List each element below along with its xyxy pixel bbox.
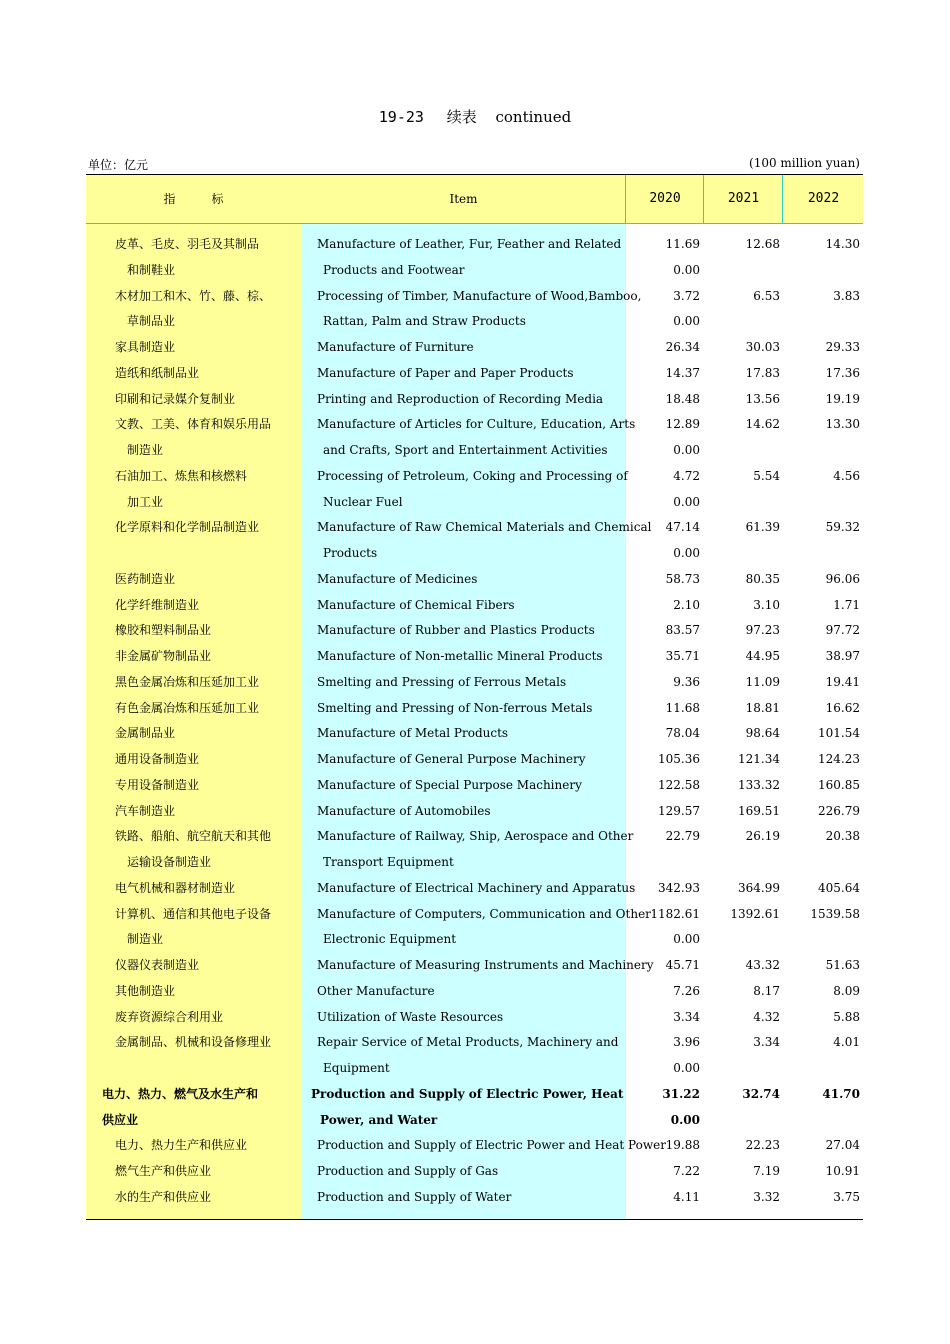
cell-value-2021 (704, 541, 780, 567)
cell-item-en: Smelting and Pressing of Ferrous Metals (317, 674, 567, 689)
table-row (86, 464, 863, 490)
table-row (86, 515, 863, 541)
cell-item-en: Utilization of Waste Resources (317, 1009, 504, 1024)
cell-value-2021 (704, 1056, 780, 1082)
table-row (86, 618, 863, 644)
cell-value-2021 (704, 258, 780, 284)
cell-value-2021: 30.03 (745, 340, 780, 354)
cell-item-en: Manufacture of Rubber and Plastics Products (317, 623, 595, 638)
cell-value-2021 (704, 490, 780, 516)
cell-value-2020: 45.71 (665, 958, 700, 972)
cell-item-en: Rattan, Palm and Straw Products (323, 314, 526, 329)
cell-value-2022: 405.64 (818, 880, 860, 895)
cell-item-en: Production and Supply of Water (317, 1189, 512, 1204)
cell-item-en: Manufacture of Special Purpose Machinery (317, 777, 582, 792)
table-row (86, 953, 863, 979)
table-row (86, 979, 863, 1005)
cell-indicator-cn: 橡胶和塑料制品业 (115, 623, 212, 638)
cell-value-2021 (704, 927, 780, 953)
cell-item-en: Repair Service of Metal Products, Machinery and (317, 1035, 619, 1050)
cell-indicator-cn: 计算机、通信和其他电子设备 (115, 906, 272, 921)
cell-value-2020: 47.14 (665, 520, 700, 535)
cell-indicator-cn: 制造业 (127, 932, 164, 947)
header-item-en: Item (449, 192, 478, 206)
cell-indicator-cn: 草制品业 (127, 314, 176, 329)
table-row (86, 1159, 863, 1185)
table-row (86, 335, 863, 361)
cell-item-en: Manufacture of Leather, Fur, Feather and Related (317, 237, 622, 251)
cell-item-en: Products (323, 546, 378, 560)
table-row (86, 284, 863, 310)
cell-value-2020: 14.37 (665, 365, 700, 380)
table-row (86, 773, 863, 799)
table-row (86, 361, 863, 387)
table-row (86, 1030, 863, 1056)
cell-indicator-cn: 加工业 (127, 494, 164, 509)
table-row (86, 799, 863, 825)
cell-value-2020: 0.00 (670, 1112, 700, 1127)
cell-indicator-cn: 铁路、船舶、航空航天和其他 (115, 829, 272, 844)
cell-value-2022 (783, 1108, 860, 1134)
table-row (86, 850, 863, 876)
cell-value-2021: 13.56 (745, 391, 780, 406)
cell-value-2020: 35.71 (665, 649, 700, 663)
cell-item-en: Electronic Equipment (323, 932, 457, 947)
cell-value-2020: 342.93 (658, 880, 700, 895)
cell-value-2022: 124.23 (818, 752, 860, 766)
cell-value-2022 (783, 309, 860, 335)
cell-value-2021 (704, 309, 780, 335)
cell-value-2022 (783, 1056, 860, 1082)
table-row (86, 1185, 863, 1211)
data-table (86, 174, 863, 1219)
cell-value-2022: 17.36 (825, 365, 860, 380)
cell-value-2021: 169.51 (738, 803, 780, 818)
cell-value-2022: 14.30 (825, 237, 860, 251)
cell-value-2022: 3.83 (833, 288, 860, 303)
table-row (86, 1056, 863, 1082)
cell-indicator-cn: 和制鞋业 (127, 262, 176, 277)
cell-value-2021: 32.74 (742, 1086, 780, 1101)
cell-value-2022: 10.91 (825, 1164, 860, 1178)
cell-value-2022: 51.63 (825, 958, 860, 972)
cell-value-2020: 0.00 (673, 1061, 700, 1075)
cell-value-2022: 226.79 (818, 803, 860, 818)
table-row (86, 927, 863, 953)
cell-indicator-cn: 其他制造业 (115, 983, 176, 998)
cell-value-2021: 133.32 (738, 777, 780, 792)
cell-indicator-cn: 运输设备制造业 (127, 855, 212, 869)
cell-value-2020: 19.88 (665, 1138, 700, 1153)
cell-value-2020: 26.34 (665, 340, 700, 354)
cell-value-2020: 4.72 (673, 468, 700, 483)
cell-value-2021: 4.32 (753, 1009, 780, 1024)
cell-item-en: Manufacture of Railway, Ship, Aerospace and Other (317, 829, 634, 844)
cell-value-2020: 31.22 (662, 1086, 700, 1101)
cell-value-2022: 41.70 (822, 1086, 860, 1101)
cell-indicator-cn: 仪器仪表制造业 (115, 958, 200, 972)
cell-value-2020: 0.00 (673, 314, 700, 329)
cell-value-2020: 2.10 (673, 597, 700, 612)
cell-value-2021: 44.95 (745, 649, 780, 663)
cell-value-2022 (783, 850, 860, 876)
cell-value-2022: 101.54 (818, 726, 860, 741)
cell-value-2022: 38.97 (825, 649, 860, 663)
cell-value-2022 (783, 258, 860, 284)
table-row (86, 490, 863, 516)
cell-indicator-cn: 电力、热力生产和供应业 (115, 1138, 248, 1153)
table-row (86, 438, 863, 464)
cell-indicator-cn: 石油加工、炼焦和核燃料 (115, 468, 248, 483)
cell-value-2021: 61.39 (745, 520, 780, 535)
cell-indicator-cn: 皮革、毛皮、羽毛及其制品 (115, 237, 260, 251)
cell-item-en: Processing of Timber, Manufacture of Wood,Bamboo, (317, 288, 642, 303)
cell-value-2020: 22.79 (665, 829, 700, 844)
table-row (86, 721, 863, 747)
cell-indicator-cn: 废弃资源综合利用业 (115, 1009, 224, 1024)
cell-item-en: Power, and Water (320, 1112, 438, 1127)
cell-indicator-cn: 木材加工和木、竹、藤、棕、 (115, 288, 272, 303)
cell-item-en: Other Manufacture (317, 983, 435, 998)
table-header (86, 174, 863, 224)
cell-indicator-cn: 印刷和记录媒介复制业 (115, 391, 236, 406)
cell-value-2020: 0.00 (673, 262, 700, 277)
cell-value-2020: 4.11 (673, 1189, 700, 1204)
cell-value-2021: 22.23 (745, 1138, 780, 1153)
cell-indicator-cn: 制造业 (127, 443, 164, 457)
cell-item-en: Smelting and Pressing of Non-ferrous Metals (317, 700, 593, 715)
cell-value-2020: 7.22 (673, 1164, 700, 1178)
cell-value-2020: 11.69 (665, 237, 700, 251)
table-row (86, 644, 863, 670)
cell-value-2021: 6.53 (753, 288, 780, 303)
cell-value-2022: 97.72 (825, 623, 860, 638)
cell-value-2022 (783, 927, 860, 953)
table-row (86, 1005, 863, 1031)
cell-value-2022: 16.62 (825, 700, 860, 715)
cell-value-2022 (783, 541, 860, 567)
cell-value-2021 (704, 438, 780, 464)
cell-indicator-cn: 文教、工美、体育和娱乐用品 (115, 417, 272, 432)
cell-value-2021: 98.64 (745, 726, 780, 741)
cell-indicator-cn: 电力、热力、燃气及水生产和 (102, 1086, 259, 1101)
cell-value-2022: 13.30 (825, 417, 860, 432)
cell-value-2022: 1539.58 (810, 906, 860, 921)
cell-value-2021: 11.09 (745, 674, 780, 689)
cell-value-2022: 5.88 (833, 1009, 860, 1024)
cell-value-2021: 26.19 (745, 829, 780, 844)
table-title (0, 106, 950, 127)
table-row (86, 876, 863, 902)
cell-value-2022: 59.32 (825, 520, 860, 535)
cell-value-2021: 8.17 (753, 983, 780, 998)
cell-item-en: Manufacture of Measuring Instruments and Machinery (317, 958, 654, 972)
table-number: 19-23 (378, 108, 424, 126)
cell-item-en: Equipment (323, 1061, 390, 1075)
cell-value-2020: 9.36 (673, 674, 700, 689)
cell-value-2021: 364.99 (738, 880, 780, 895)
cell-value-2020: 78.04 (665, 726, 700, 741)
cell-indicator-cn: 汽车制造业 (115, 803, 176, 818)
cell-item-en: Production and Supply of Electric Power and Heat Power (317, 1138, 666, 1153)
cell-item-en: Manufacture of Non-metallic Mineral Products (317, 649, 603, 663)
cell-item-en: Manufacture of Electrical Machinery and Apparatus (317, 880, 636, 895)
cell-value-2020: 12.89 (665, 417, 700, 432)
table-row (86, 258, 863, 284)
cell-indicator-cn: 医药制造业 (115, 571, 176, 586)
cell-item-en: Nuclear Fuel (323, 494, 403, 509)
table-row (86, 670, 863, 696)
table-row (86, 541, 863, 567)
cell-indicator-cn: 通用设备制造业 (115, 752, 200, 766)
cell-value-2021: 80.35 (745, 571, 780, 586)
cell-indicator-cn: 供应业 (102, 1112, 139, 1127)
table-row (86, 1082, 863, 1108)
cell-item-en: and Crafts, Sport and Entertainment Activities (323, 443, 608, 457)
cell-value-2020: 122.58 (658, 777, 700, 792)
cell-indicator-cn: 非金属矿物制品业 (115, 649, 212, 663)
cell-item-en: Manufacture of Medicines (317, 571, 478, 586)
cell-value-2020: 0.00 (673, 443, 700, 457)
title-continued-en: continued (495, 108, 572, 126)
cell-value-2022: 4.56 (833, 468, 860, 483)
cell-value-2020: 7.26 (673, 983, 700, 998)
cell-value-2020: 3.96 (673, 1035, 700, 1050)
cell-value-2022 (783, 438, 860, 464)
header-year-2022: 2022 (782, 175, 864, 223)
cell-value-2020: 129.57 (658, 803, 700, 818)
cell-item-en: Manufacture of Computers, Communication and Other (317, 906, 651, 921)
table-row (86, 412, 863, 438)
cell-value-2022: 19.41 (825, 674, 860, 689)
cell-value-2021 (704, 1108, 780, 1134)
cell-value-2020: 0.00 (673, 932, 700, 947)
cell-value-2020: 11.68 (665, 700, 700, 715)
cell-item-en: Manufacture of Articles for Culture, Education, Arts (317, 417, 636, 432)
cell-value-2021: 3.34 (753, 1035, 780, 1050)
unit-label-en: (100 million yuan) (749, 156, 860, 170)
table-row (86, 696, 863, 722)
table-row (86, 309, 863, 335)
table-row (86, 1133, 863, 1159)
cell-value-2021: 43.32 (745, 958, 780, 972)
unit-label-cn: 单位：亿元 (88, 158, 149, 172)
cell-indicator-cn: 黑色金属冶炼和压延加工业 (115, 674, 260, 689)
header-year-2021: 2021 (703, 175, 783, 223)
table-row (86, 902, 863, 928)
table-row (86, 824, 863, 850)
cell-indicator-cn: 化学纤维制造业 (115, 597, 200, 612)
cell-value-2022: 160.85 (818, 777, 860, 792)
cell-value-2022: 4.01 (833, 1035, 860, 1050)
cell-item-en: Printing and Reproduction of Recording Media (317, 391, 604, 406)
cell-indicator-cn: 化学原料和化学制品制造业 (115, 520, 260, 535)
cell-item-en: Processing of Petroleum, Coking and Processing of (317, 468, 628, 483)
cell-value-2022: 20.38 (825, 829, 860, 844)
table-bottom-rule (86, 1219, 863, 1220)
cell-value-2022: 96.06 (825, 571, 860, 586)
cell-value-2021: 121.34 (738, 752, 780, 766)
cell-value-2022: 1.71 (833, 597, 860, 612)
cell-indicator-cn: 有色金属冶炼和压延加工业 (115, 700, 260, 715)
cell-value-2020: 0.00 (673, 494, 700, 509)
header-year-2020: 2020 (625, 175, 704, 223)
cell-item-en: Manufacture of Paper and Paper Products (317, 365, 574, 380)
cell-value-2022: 29.33 (825, 340, 860, 354)
cell-item-en: Manufacture of Metal Products (317, 726, 509, 741)
cell-indicator-cn: 金属制品、机械和设备修理业 (115, 1035, 272, 1050)
cell-value-2021: 14.62 (745, 417, 780, 432)
cell-value-2021: 17.83 (745, 365, 780, 380)
cell-value-2021: 12.68 (745, 237, 780, 251)
cell-value-2021: 97.23 (745, 623, 780, 638)
cell-value-2022: 27.04 (825, 1138, 860, 1153)
cell-indicator-cn: 家具制造业 (115, 340, 176, 354)
cell-value-2021: 18.81 (745, 700, 780, 715)
table-row (86, 593, 863, 619)
cell-indicator-cn: 电气机械和器材制造业 (115, 880, 236, 895)
cell-value-2021: 3.10 (753, 597, 780, 612)
cell-value-2020: 3.72 (673, 288, 700, 303)
cell-item-en: Manufacture of General Purpose Machinery (317, 752, 586, 766)
cell-value-2022: 8.09 (833, 983, 860, 998)
table-row (86, 747, 863, 773)
table-row (86, 232, 863, 258)
cell-value-2020: 3.34 (673, 1009, 700, 1024)
cell-value-2020: 18.48 (665, 391, 700, 406)
cell-value-2020: 105.36 (658, 752, 700, 766)
cell-value-2021 (704, 850, 780, 876)
table-body (86, 224, 863, 1219)
cell-value-2021: 1392.61 (730, 906, 780, 921)
cell-item-en: Manufacture of Furniture (317, 340, 474, 354)
cell-indicator-cn: 燃气生产和供应业 (115, 1164, 212, 1178)
cell-indicator-cn: 专用设备制造业 (115, 777, 200, 792)
cell-value-2022 (783, 490, 860, 516)
table-row (86, 387, 863, 413)
cell-value-2020: 1182.61 (650, 906, 700, 921)
header-indicator-cn: 指 标 (163, 192, 224, 206)
cell-item-en: Production and Supply of Electric Power, Heat (311, 1086, 624, 1101)
cell-item-en: Manufacture of Chemical Fibers (317, 597, 515, 612)
cell-value-2021: 7.19 (753, 1164, 780, 1178)
cell-value-2022: 19.19 (825, 391, 860, 406)
title-continued-cn: 续表 (446, 108, 477, 126)
cell-value-2020 (626, 850, 700, 876)
cell-indicator-cn: 造纸和纸制品业 (115, 365, 200, 380)
cell-value-2020: 58.73 (665, 571, 700, 586)
cell-item-en: Manufacture of Automobiles (317, 803, 491, 818)
cell-item-en: Products and Footwear (323, 262, 465, 277)
cell-value-2021: 3.32 (753, 1189, 780, 1204)
cell-item-en: Manufacture of Raw Chemical Materials and Chemical (317, 520, 652, 535)
cell-value-2020: 0.00 (673, 546, 700, 560)
table-row (86, 567, 863, 593)
table-row (86, 1108, 863, 1134)
cell-value-2021: 5.54 (753, 468, 780, 483)
cell-indicator-cn: 水的生产和供应业 (115, 1189, 212, 1204)
cell-value-2020: 83.57 (665, 623, 700, 638)
cell-value-2022: 3.75 (833, 1189, 860, 1204)
cell-indicator-cn: 金属制品业 (115, 726, 176, 741)
cell-item-en: Production and Supply of Gas (317, 1164, 499, 1178)
cell-item-en: Transport Equipment (323, 855, 454, 869)
